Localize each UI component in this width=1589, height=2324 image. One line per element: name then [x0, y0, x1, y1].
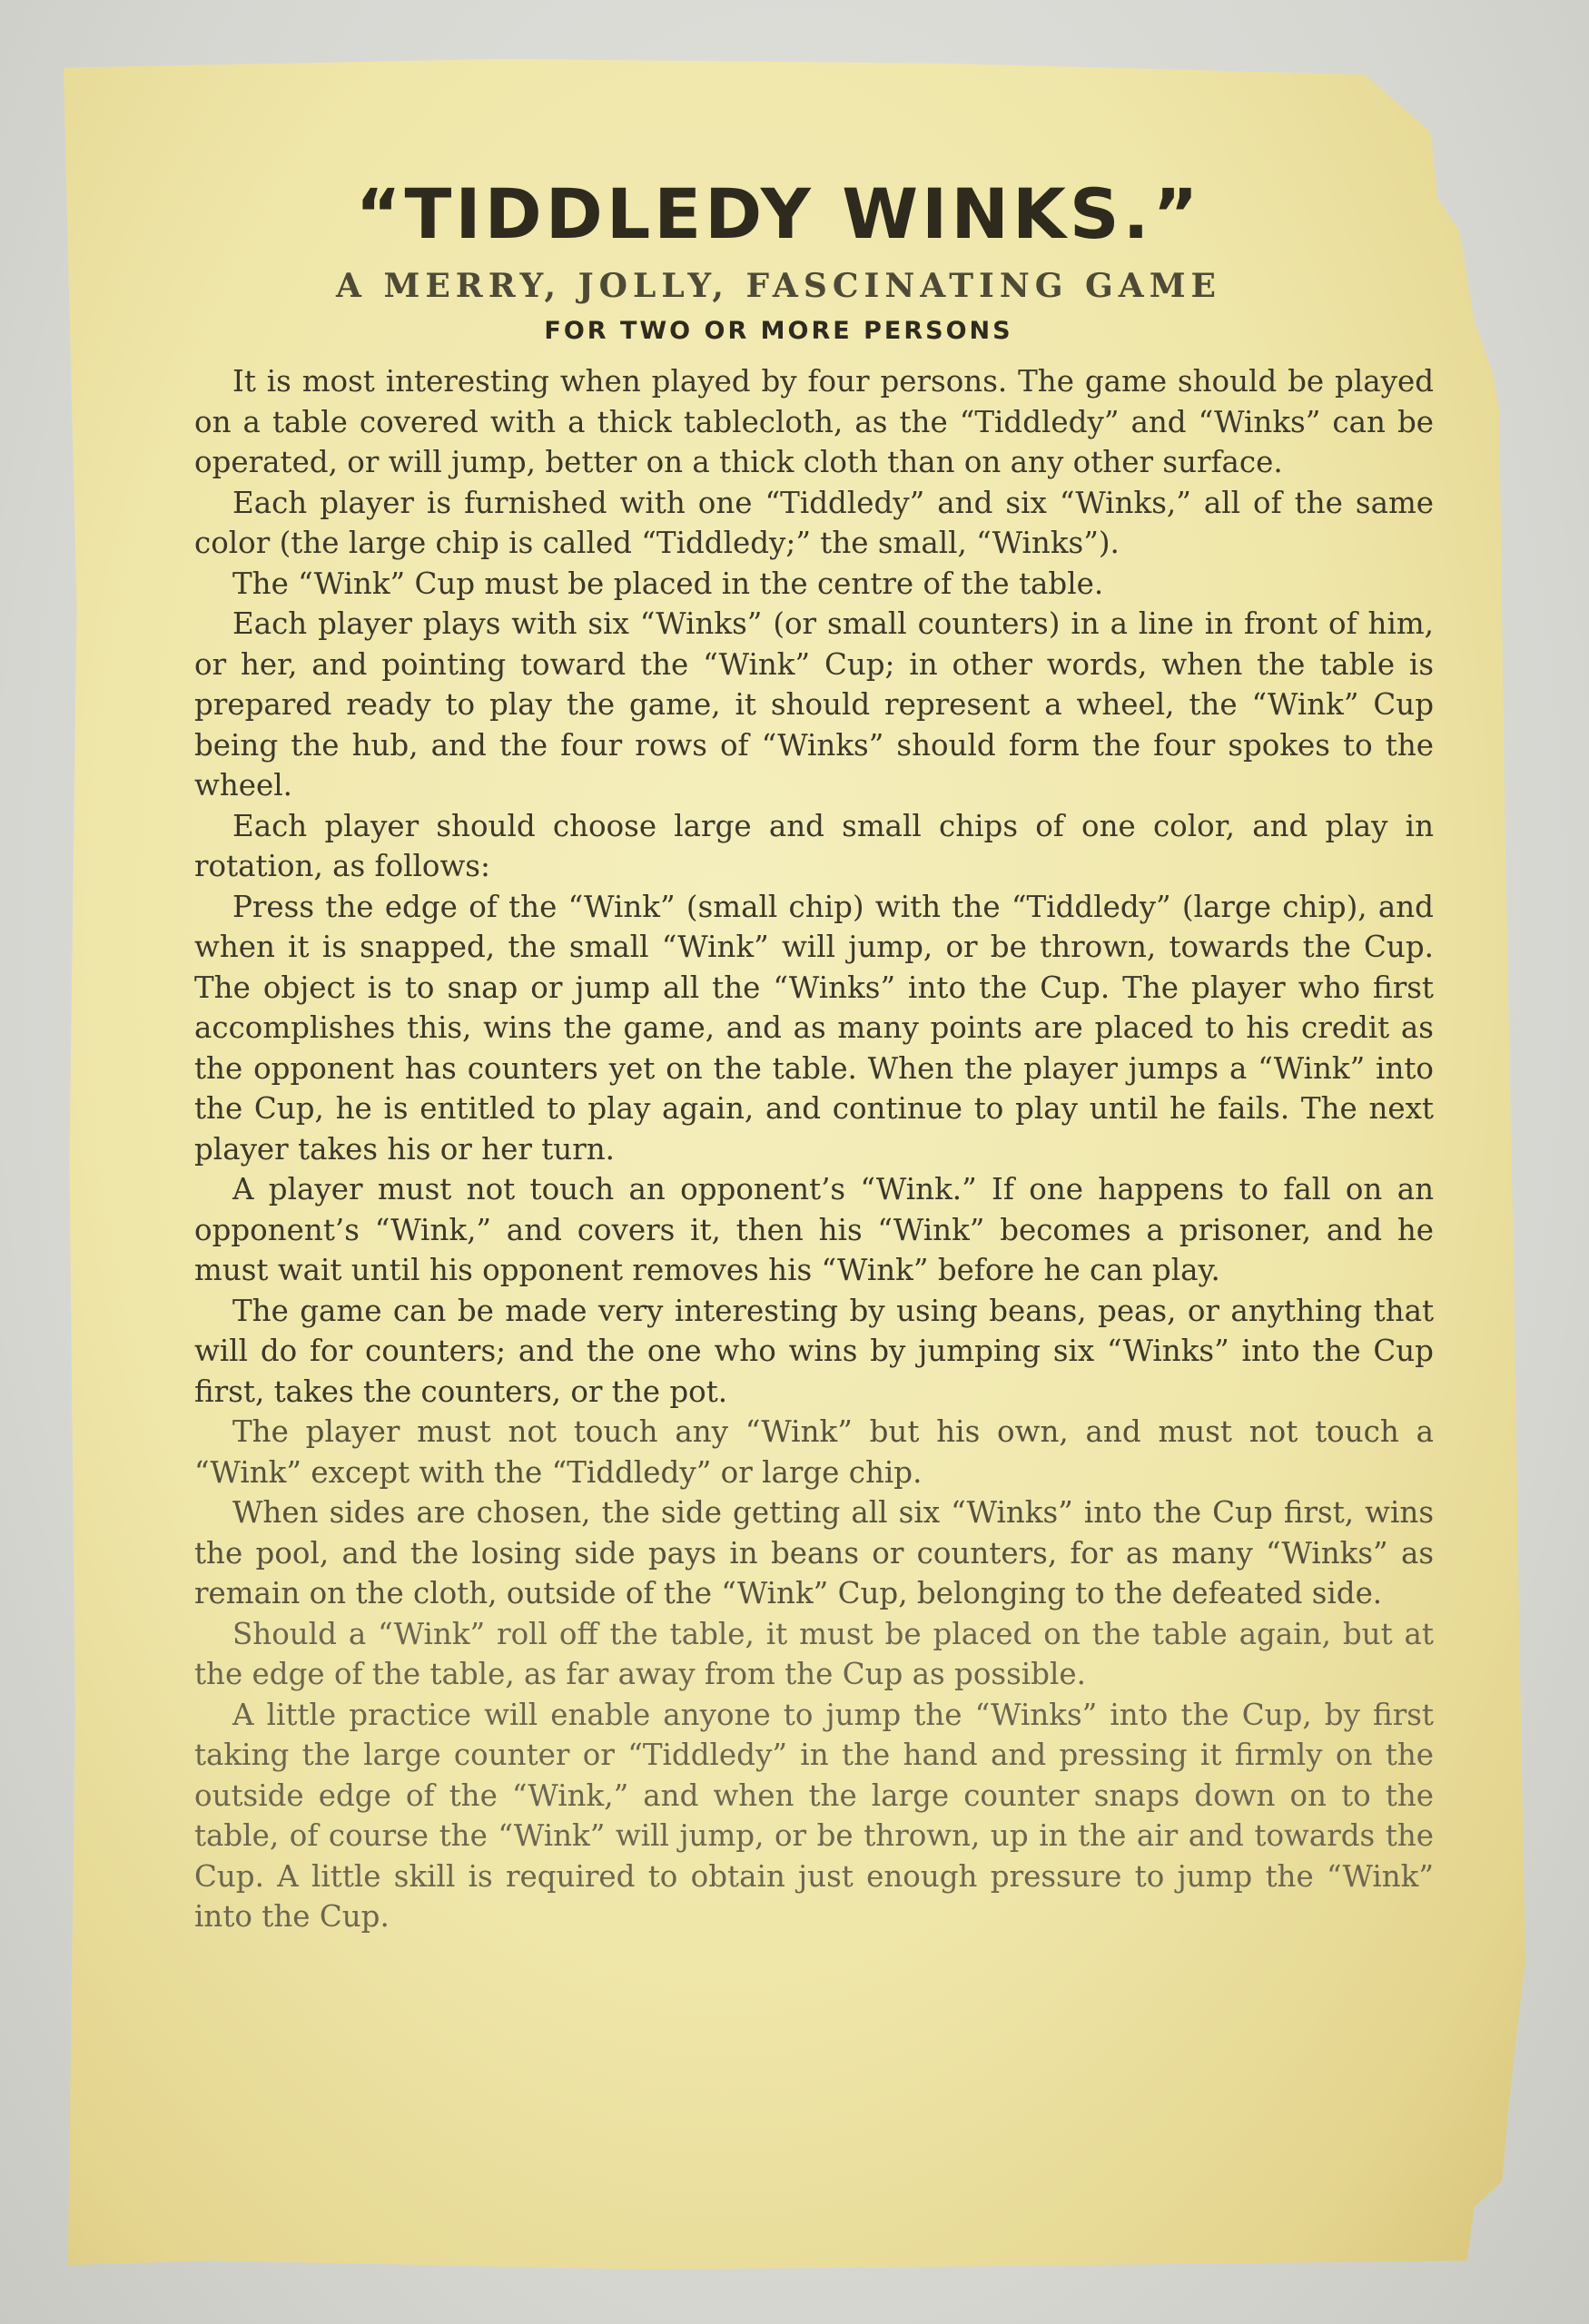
paragraph-6: Press the edge of the “Wink” (small chip) with the “Tiddledy” (large chip), and when it is snapped, the small “Wink” will jump, or be thrown, towards the Cup. The object is to snap or jump all the “Winks” into the Cup. The player who first accomplishes this, wins the game, and as many points are placed to his credit as the opponent has counters yet on the table. When the player jumps a “Wink” into the Cup, he is entitled to play again, and continue to play until he fails. The next player takes his or her turn. [194, 889, 1434, 1167]
paragraph-10: When sides are chosen, the side getting all six “Winks” into the Cup first, wins the pool, and the losing side pays in beans or counters, for as many “Winks” as remain on the cloth, outside of the “Wink” Cup, belonging to the defeated side. [194, 1495, 1434, 1610]
paragraph-5: Each player should choose large and small chips of one color, and play in rotation, as follows: [194, 808, 1434, 883]
document-content [127, 172, 1434, 1937]
document-subtitle: A MERRY, JOLLY, FASCINATING GAME [336, 267, 1221, 305]
paragraph-4: Each player plays with six “Winks” (or small counters) in a line in front of him, or her, and pointing toward the “Wink” Cup; in other words, when the table is prepared ready to play the game, it should represent a wheel, the “Wink” Cup being the hub, and the four rows of “Winks” should form the four spokes to the wheel. [194, 606, 1434, 803]
paragraph-7: A player must not touch an opponent’s “Wink.” If one happens to fall on an opponent’s “Wink,” and covers it, then his “Wink” becomes a prisoner, and he must wait until his opponent removes his “Wink” before he can play. [194, 1172, 1434, 1287]
paragraph-8: The game can be made very interesting by using beans, peas, or anything that will do for counters; and the one who wins by jumping six “Winks” into the Cup first, takes the counters, or the pot. [194, 1293, 1434, 1409]
document-player-count: FOR TWO OR MORE PERSONS [544, 317, 1013, 345]
document-title: “TIDDLEDY WINKS.” [355, 173, 1202, 254]
paragraph-12: A little practice will enable anyone to jump the “Winks” into the Cup, by first taking the large counter or “Tiddledy” in the hand and pressing it firmly on the outside edge of the “Wink,” and when the large counter snaps down on to the table, of course the “Wink” will jump, or be thrown, up in the air and towards the Cup. A little skill is required to obtain just enough pressure to jump the “Wink” into the Cup. [194, 1697, 1434, 1934]
paragraph-1: It is most interesting when played by four persons. The game should be played on a table covered with a thick tablecloth, as the “Tiddledy” and “Winks” can be operated, or will jump, better on a thick cloth than on any other surface. [194, 364, 1434, 479]
paragraph-2: Each player is furnished with one “Tiddledy” and six “Winks,” all of the same color (the large chip is called “Tiddledy;” the small, “Winks”). [194, 485, 1434, 560]
paragraph-3: The “Wink” Cup must be placed in the centre of the table. [232, 566, 1104, 601]
paragraph-11: Should a “Wink” roll off the table, it must be placed on the table again, but at the edge of the table, as far away from the Cup as possible. [194, 1616, 1434, 1691]
paragraph-9: The player must not touch any “Wink” but his own, and must not touch a “Wink” except with the “Tiddledy” or large chip. [194, 1414, 1434, 1490]
